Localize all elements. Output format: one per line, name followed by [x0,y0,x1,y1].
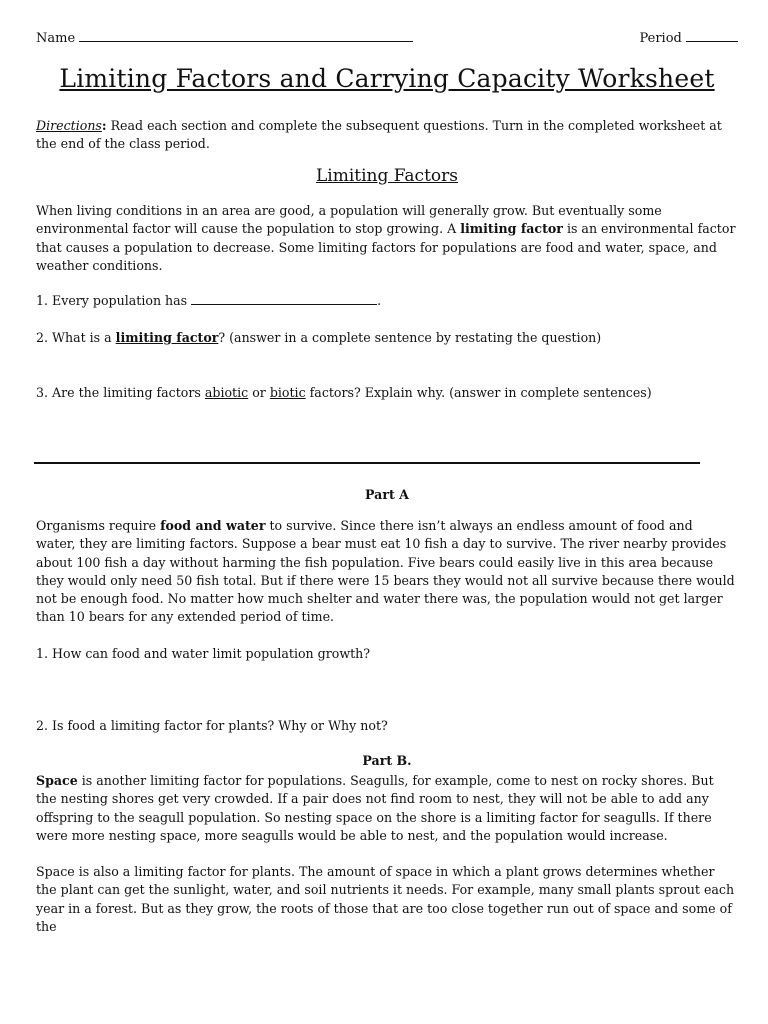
name-field[interactable]: Name [36,29,413,46]
part-a-text: Organisms require food and water to survive. Since there isn’t always an endless amount of food and water, they are limiting factors. Suppose a bear must eat 10 fish a day to survive. The river nearby provides about 100 fish a day without harming the fish population. Five bears could easily live in this area because they would only need 50 fish total. But if there were 15 bears they would not all survive because there would not be enough food. No matter how much shelter and water there was, the population would not get larger than 10 bears for any extended period of time. [36,518,735,625]
part-b-paragraph-1: Space is another limiting factor for populations. Seagulls, for example, come to nest on rocky shores. But the nesting shores get very crowded. If a pair does not find room to nest, they will not be able to add any offspring to the seagull population. So nesting space on the shore is a limiting factor for seagulls. If there were more nesting space, more seagulls would be able to nest, and the population would increase. [36,773,714,843]
name-blank[interactable] [79,29,413,42]
question-3: 3. Are the limiting factors abiotic or biotic factors? Explain why. (answer in complete sentences) [36,385,652,400]
part-b-heading: Part B. [362,753,412,768]
part-b-paragraph-2: Space is also a limiting factor for plants. The amount of space in which a plant grows determines whether the plant can get the sunlight, water, and soil nutrients it needs. For example, many small plants sprout each year in a forest. But as they grow, the roots of those that are too close together run out of space and some of the [36,864,735,934]
part-a-question-1: 1. How can food and water limit population growth? [36,646,371,661]
part-a-question-2: 2. Is food a limiting factor for plants? Why or Why not? [36,718,388,733]
directions-text: Read each section and complete the subsequent questions. Turn in the completed worksheet at the end of the class period. [36,118,722,152]
period-field[interactable]: Period [639,29,738,46]
part-a-heading: Part A [365,487,409,502]
directions-label: Directions [36,118,102,133]
page-title: Limiting Factors and Carrying Capacity Worksheet [59,64,715,93]
section-divider [34,462,700,464]
section1-intro: When living conditions in an area are good, a population will generally grow. But eventually some environmental factor will cause the population to stop growing. A limiting factor is an environmental factor that causes a population to decrease. Some limiting factors for populations are food and water, space, and weather conditions. [36,203,736,273]
question-2: 2. What is a limiting factor? (answer in a complete sentence by restating the question) [36,330,602,345]
question-1: 1. Every population has . [36,293,382,308]
section-heading-limiting-factors: Limiting Factors [315,166,458,186]
period-blank[interactable] [686,29,738,42]
answer-blank[interactable] [191,292,377,305]
directions: Directions: Read each section and complete the subsequent questions. Turn in the completed worksheet at the end of the class period. [36,118,722,152]
